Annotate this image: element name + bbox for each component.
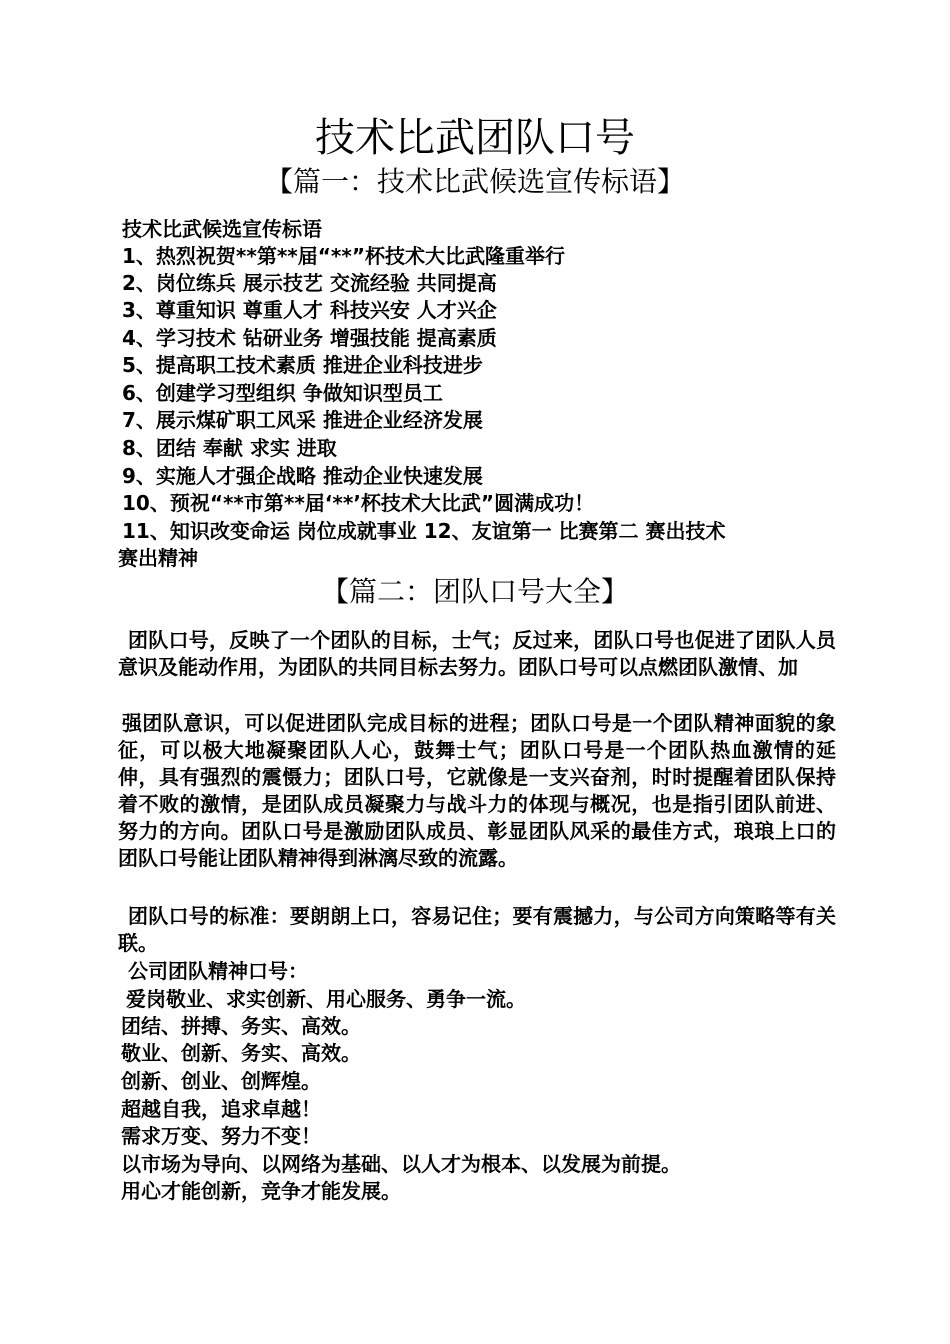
slogan-item: 团结、拼搏、务实、高效。 — [121, 1014, 361, 1038]
list-item: 4、学习技术 钻研业务 增强技能 提高素质 — [122, 326, 497, 350]
slogan-item: 用心才能创新，竞争才能发展。 — [121, 1179, 401, 1203]
slogan-item: 超越自我，追求卓越！ — [121, 1097, 321, 1121]
slogan-item: 需求万变、努力不变！ — [121, 1124, 321, 1148]
document-title: 技术比武团队口号 — [315, 115, 635, 161]
paragraph-standard: 团队口号的标准：要朗朗上口，容易记住；要有震撼力，与公司方向策略等有关联。 — [118, 904, 836, 955]
section1-subtitle: 技术比武候选宣传标语 — [122, 217, 322, 241]
list-item: 2、岗位练兵 展示技艺 交流经验 共同提高 — [122, 271, 497, 295]
slogans-heading: 公司团队精神口号： — [128, 959, 308, 983]
list-item: 5、提高职工技术素质 推进企业科技进步 — [122, 353, 483, 377]
slogan-item: 爱岗敬业、求实创新、用心服务、勇争一流。 — [126, 987, 526, 1011]
slogan-item: 敬业、创新、务实、高效。 — [121, 1041, 361, 1065]
slogan-item: 创新、创业、创辉煌。 — [121, 1069, 321, 1093]
section1-heading: 【篇一：技术比武候选宣传标语】 — [264, 165, 685, 198]
list-item: 6、创建学习型组织 争做知识型员工 — [122, 381, 443, 405]
slogan-item: 以市场为导向、以网络为基础、以人才为根本、以发展为前提。 — [121, 1152, 681, 1176]
paragraph-intro: 团队口号，反映了一个团队的目标，士气；反过来，团队口号也促进了团队人员意识及能动作用，为团队的共同目标去努力。团队口号可以点燃团队激情、加 — [118, 628, 836, 679]
list-item: 8、团结 奉献 求实 进取 — [122, 436, 337, 460]
list-item: 3、尊重知识 尊重人才 科技兴安 人才兴企 — [122, 298, 497, 322]
paragraph-body: 强团队意识，可以促进团队完成目标的进程；团队口号是一个团队精神面貌的象征，可以极大地凝聚团队人心，鼓舞士气；团队口号是一个团队热血激情的延伸，具有强烈的震慑力；团队口号，它就像是一支兴奋剂，时时提醒着团队保持着不败的激情，是团队成员凝聚力与战斗力的体现与概况，也是指引团队前进、努力的方向。团队口号是激励团队成员、彰显团队风采的最佳方式，琅琅上口的团队口号能让团队精神得到淋漓尽致的流露。 — [118, 711, 836, 870]
list-item: 10、预祝“**市第**届‘**’杯技术大比武”圆满成功！ — [122, 491, 595, 515]
list-item: 7、展示煤矿职工风采 推进企业经济发展 — [122, 408, 483, 432]
section2-heading: 【篇二：团队口号大全】 — [320, 575, 629, 608]
list-item: 9、实施人才强企战略 推动企业快速发展 — [122, 464, 483, 488]
list-item: 1、热烈祝贺**第**届“**”杯技术大比武隆重举行 — [122, 244, 565, 268]
list-item-continuation: 赛出精神 — [118, 546, 198, 570]
list-item: 11、知识改变命运 岗位成就事业 12、友谊第一 比赛第二 赛出技术 — [122, 519, 726, 543]
